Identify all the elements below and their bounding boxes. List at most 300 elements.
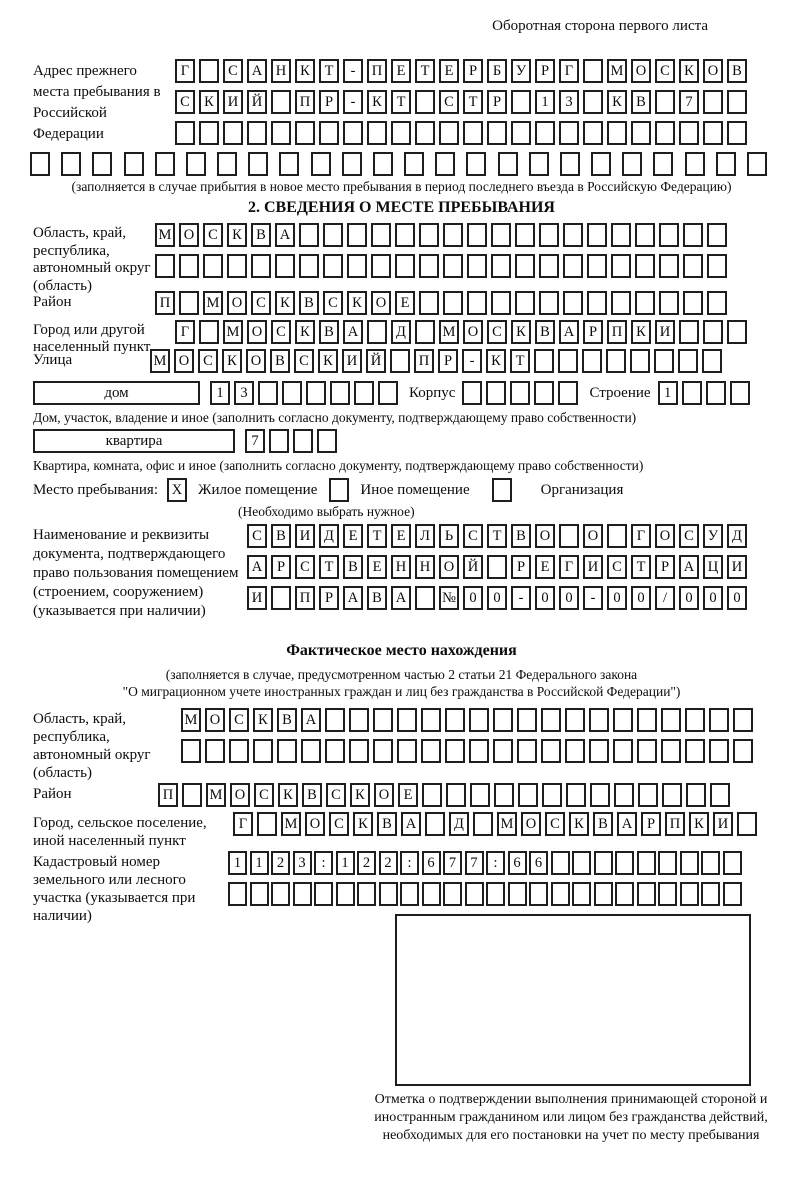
char-box[interactable] [529, 152, 549, 176]
char-box[interactable] [257, 812, 277, 836]
char-box[interactable] [654, 349, 674, 373]
char-box[interactable] [379, 882, 398, 906]
char-box[interactable]: Т [319, 59, 339, 83]
char-box[interactable] [551, 851, 570, 875]
char-box[interactable]: П [665, 812, 685, 836]
char-box[interactable]: В [270, 349, 290, 373]
char-box[interactable] [155, 254, 175, 278]
char-box[interactable] [491, 291, 511, 315]
char-box[interactable] [443, 254, 463, 278]
char-box[interactable] [390, 349, 410, 373]
char-box[interactable] [323, 223, 343, 247]
char-box[interactable] [251, 254, 271, 278]
char-box[interactable] [373, 708, 393, 732]
char-box[interactable]: К [295, 320, 315, 344]
char-box[interactable] [493, 708, 513, 732]
char-box[interactable] [563, 254, 583, 278]
char-box[interactable] [422, 783, 442, 807]
char-box[interactable]: 6 [422, 851, 441, 875]
char-box[interactable] [558, 381, 578, 405]
char-box[interactable]: О [305, 812, 325, 836]
char-box[interactable] [367, 320, 387, 344]
char-box[interactable]: Е [367, 555, 387, 579]
char-box[interactable]: П [155, 291, 175, 315]
char-box[interactable] [658, 851, 677, 875]
char-box[interactable]: 7 [245, 429, 265, 453]
char-box[interactable] [336, 882, 355, 906]
char-box[interactable]: О [174, 349, 194, 373]
char-box[interactable] [325, 708, 345, 732]
char-box[interactable] [203, 254, 223, 278]
char-box[interactable]: К [199, 90, 219, 114]
char-box[interactable] [293, 429, 313, 453]
char-box[interactable] [487, 121, 507, 145]
char-box[interactable]: П [158, 783, 178, 807]
char-box[interactable]: Л [415, 524, 435, 548]
char-box[interactable]: 2 [357, 851, 376, 875]
char-box[interactable] [587, 291, 607, 315]
char-box[interactable]: Р [535, 59, 555, 83]
char-box[interactable] [539, 254, 559, 278]
char-box[interactable] [709, 739, 729, 763]
char-box[interactable] [658, 882, 677, 906]
char-box[interactable] [186, 152, 206, 176]
char-box[interactable] [559, 121, 579, 145]
char-box[interactable]: О [246, 349, 266, 373]
char-box[interactable]: - [343, 90, 363, 114]
char-box[interactable]: К [367, 90, 387, 114]
char-box[interactable] [397, 739, 417, 763]
char-box[interactable]: О [230, 783, 250, 807]
char-box[interactable] [354, 381, 374, 405]
char-box[interactable]: 3 [293, 851, 312, 875]
char-box[interactable]: К [227, 223, 247, 247]
char-box[interactable]: С [271, 320, 291, 344]
char-box[interactable] [217, 152, 237, 176]
char-box[interactable] [683, 254, 703, 278]
char-box[interactable] [415, 320, 435, 344]
char-box[interactable]: О [631, 59, 651, 83]
char-box[interactable]: Д [391, 320, 411, 344]
char-box[interactable]: Й [247, 90, 267, 114]
char-box[interactable] [587, 254, 607, 278]
char-box[interactable] [205, 739, 225, 763]
char-box[interactable]: Р [641, 812, 661, 836]
char-box[interactable] [716, 152, 736, 176]
char-box[interactable]: 0 [487, 586, 507, 610]
char-box[interactable]: С [463, 524, 483, 548]
char-box[interactable] [508, 882, 527, 906]
char-box[interactable] [491, 254, 511, 278]
char-box[interactable]: М [607, 59, 627, 83]
char-box[interactable] [439, 121, 459, 145]
char-box[interactable] [707, 254, 727, 278]
char-box[interactable] [534, 349, 554, 373]
char-box[interactable] [611, 291, 631, 315]
char-box[interactable] [467, 291, 487, 315]
char-box[interactable] [594, 882, 613, 906]
char-box[interactable]: И [223, 90, 243, 114]
char-box[interactable] [349, 708, 369, 732]
char-box[interactable] [299, 254, 319, 278]
char-box[interactable] [637, 708, 657, 732]
char-box[interactable]: А [401, 812, 421, 836]
char-box[interactable]: И [247, 586, 267, 610]
char-box[interactable] [319, 121, 339, 145]
checkbox-organization[interactable] [492, 478, 512, 502]
char-box[interactable]: Е [398, 783, 418, 807]
char-box[interactable] [486, 882, 505, 906]
char-box[interactable] [415, 586, 435, 610]
char-box[interactable] [615, 851, 634, 875]
char-box[interactable] [443, 882, 462, 906]
char-box[interactable]: Ь [439, 524, 459, 548]
char-box[interactable]: - [343, 59, 363, 83]
char-box[interactable]: Н [391, 555, 411, 579]
char-box[interactable] [710, 783, 730, 807]
char-box[interactable] [330, 381, 350, 405]
char-box[interactable]: С [203, 223, 223, 247]
char-box[interactable] [463, 121, 483, 145]
char-box[interactable] [271, 121, 291, 145]
char-box[interactable]: М [155, 223, 175, 247]
char-box[interactable]: М [206, 783, 226, 807]
char-box[interactable]: С [607, 555, 627, 579]
char-box[interactable]: С [175, 90, 195, 114]
char-box[interactable]: К [278, 783, 298, 807]
char-box[interactable] [404, 152, 424, 176]
char-box[interactable] [462, 381, 482, 405]
char-box[interactable]: М [150, 349, 170, 373]
char-box[interactable]: 0 [607, 586, 627, 610]
char-box[interactable]: : [400, 851, 419, 875]
char-box[interactable] [124, 152, 144, 176]
char-box[interactable]: С [247, 524, 267, 548]
char-box[interactable] [630, 349, 650, 373]
char-box[interactable]: О [179, 223, 199, 247]
char-box[interactable] [311, 152, 331, 176]
char-box[interactable]: О [535, 524, 555, 548]
char-box[interactable] [277, 739, 297, 763]
char-box[interactable] [622, 152, 642, 176]
char-box[interactable]: И [583, 555, 603, 579]
char-box[interactable] [419, 291, 439, 315]
char-box[interactable]: О [227, 291, 247, 315]
char-box[interactable] [248, 152, 268, 176]
char-box[interactable]: П [367, 59, 387, 83]
char-box[interactable] [685, 739, 705, 763]
char-box[interactable]: 0 [631, 586, 651, 610]
char-box[interactable]: С [487, 320, 507, 344]
char-box[interactable] [395, 223, 415, 247]
char-box[interactable]: Е [439, 59, 459, 83]
char-box[interactable] [357, 882, 376, 906]
char-box[interactable] [590, 783, 610, 807]
char-box[interactable]: Н [415, 555, 435, 579]
char-box[interactable] [582, 349, 602, 373]
char-box[interactable] [415, 90, 435, 114]
char-box[interactable]: О [463, 320, 483, 344]
char-box[interactable] [747, 152, 767, 176]
char-box[interactable]: К [353, 812, 373, 836]
char-box[interactable] [229, 739, 249, 763]
char-box[interactable] [323, 254, 343, 278]
char-box[interactable] [422, 882, 441, 906]
char-box[interactable]: П [295, 586, 315, 610]
char-box[interactable]: К [689, 812, 709, 836]
char-box[interactable] [373, 152, 393, 176]
char-box[interactable] [583, 90, 603, 114]
char-box[interactable]: С [294, 349, 314, 373]
char-box[interactable] [415, 121, 435, 145]
char-box[interactable] [179, 254, 199, 278]
char-box[interactable] [703, 320, 723, 344]
char-box[interactable]: В [302, 783, 322, 807]
char-box[interactable] [378, 381, 398, 405]
char-box[interactable]: К [679, 59, 699, 83]
char-box[interactable] [199, 320, 219, 344]
char-box[interactable] [707, 223, 727, 247]
char-box[interactable]: С [198, 349, 218, 373]
char-box[interactable] [566, 783, 586, 807]
char-box[interactable] [594, 851, 613, 875]
char-box[interactable] [701, 851, 720, 875]
char-box[interactable]: В [535, 320, 555, 344]
char-box[interactable]: И [655, 320, 675, 344]
char-box[interactable] [61, 152, 81, 176]
char-box[interactable]: Б [487, 59, 507, 83]
char-box[interactable] [421, 708, 441, 732]
char-box[interactable]: М [203, 291, 223, 315]
char-box[interactable] [727, 90, 747, 114]
char-box[interactable] [635, 223, 655, 247]
char-box[interactable]: А [301, 708, 321, 732]
char-box[interactable]: Г [559, 59, 579, 83]
char-box[interactable]: К [253, 708, 273, 732]
char-box[interactable]: С [223, 59, 243, 83]
char-box[interactable]: Н [271, 59, 291, 83]
char-box[interactable] [314, 882, 333, 906]
char-box[interactable] [425, 812, 445, 836]
char-box[interactable]: В [319, 320, 339, 344]
char-box[interactable] [473, 812, 493, 836]
char-box[interactable] [347, 254, 367, 278]
char-box[interactable]: 2 [379, 851, 398, 875]
char-box[interactable] [515, 254, 535, 278]
char-box[interactable] [446, 783, 466, 807]
char-box[interactable] [275, 254, 295, 278]
char-box[interactable]: - [583, 586, 603, 610]
char-box[interactable] [541, 708, 561, 732]
char-box[interactable] [258, 381, 278, 405]
char-box[interactable]: / [655, 586, 675, 610]
char-box[interactable]: И [342, 349, 362, 373]
char-box[interactable] [635, 254, 655, 278]
char-box[interactable] [199, 121, 219, 145]
char-box[interactable]: - [511, 586, 531, 610]
char-box[interactable]: Т [391, 90, 411, 114]
char-box[interactable]: О [439, 555, 459, 579]
char-box[interactable]: Г [233, 812, 253, 836]
char-box[interactable]: Р [319, 586, 339, 610]
char-box[interactable] [470, 783, 490, 807]
char-box[interactable]: С [326, 783, 346, 807]
char-box[interactable] [572, 882, 591, 906]
char-box[interactable]: П [295, 90, 315, 114]
char-box[interactable] [279, 152, 299, 176]
char-box[interactable]: К [318, 349, 338, 373]
char-box[interactable] [443, 223, 463, 247]
char-box[interactable]: С [295, 555, 315, 579]
char-box[interactable]: С [329, 812, 349, 836]
char-box[interactable] [487, 555, 507, 579]
char-box[interactable] [565, 708, 585, 732]
char-box[interactable]: Р [655, 555, 675, 579]
checkbox-residential[interactable]: X [167, 478, 187, 502]
char-box[interactable]: 0 [535, 586, 555, 610]
char-box[interactable]: В [367, 586, 387, 610]
char-box[interactable]: Р [463, 59, 483, 83]
char-box[interactable] [685, 152, 705, 176]
char-box[interactable] [661, 708, 681, 732]
char-box[interactable]: О [205, 708, 225, 732]
char-box[interactable] [655, 121, 675, 145]
char-box[interactable]: : [486, 851, 505, 875]
char-box[interactable] [92, 152, 112, 176]
char-box[interactable] [466, 152, 486, 176]
char-box[interactable] [271, 90, 291, 114]
char-box[interactable] [373, 739, 393, 763]
char-box[interactable] [637, 882, 656, 906]
char-box[interactable]: Г [631, 524, 651, 548]
char-box[interactable]: И [727, 555, 747, 579]
char-box[interactable]: Д [319, 524, 339, 548]
char-box[interactable] [443, 291, 463, 315]
char-box[interactable] [223, 121, 243, 145]
char-box[interactable] [631, 121, 651, 145]
char-box[interactable] [589, 708, 609, 732]
char-box[interactable] [572, 851, 591, 875]
char-box[interactable]: О [371, 291, 391, 315]
char-box[interactable]: 6 [529, 851, 548, 875]
char-box[interactable]: К [347, 291, 367, 315]
char-box[interactable] [607, 524, 627, 548]
char-box[interactable] [269, 429, 289, 453]
char-box[interactable] [683, 291, 703, 315]
char-box[interactable]: В [343, 555, 363, 579]
char-box[interactable]: 1 [658, 381, 678, 405]
char-box[interactable] [534, 381, 554, 405]
char-box[interactable] [587, 223, 607, 247]
char-box[interactable]: М [281, 812, 301, 836]
char-box[interactable] [395, 254, 415, 278]
char-box[interactable] [611, 254, 631, 278]
char-box[interactable] [227, 254, 247, 278]
char-box[interactable]: Е [395, 291, 415, 315]
char-box[interactable]: У [511, 59, 531, 83]
char-box[interactable] [467, 223, 487, 247]
char-box[interactable] [498, 152, 518, 176]
char-box[interactable]: О [655, 524, 675, 548]
char-box[interactable]: У [703, 524, 723, 548]
char-box[interactable] [179, 291, 199, 315]
char-box[interactable]: К [275, 291, 295, 315]
char-box[interactable] [371, 223, 391, 247]
char-box[interactable] [680, 851, 699, 875]
char-box[interactable]: С [655, 59, 675, 83]
char-box[interactable] [613, 708, 633, 732]
char-box[interactable]: С [251, 291, 271, 315]
char-box[interactable] [583, 59, 603, 83]
char-box[interactable]: В [271, 524, 291, 548]
char-box[interactable] [613, 739, 633, 763]
char-box[interactable] [510, 381, 530, 405]
char-box[interactable]: 1 [250, 851, 269, 875]
char-box[interactable]: 1 [535, 90, 555, 114]
char-box[interactable]: 0 [679, 586, 699, 610]
char-box[interactable] [494, 783, 514, 807]
char-box[interactable] [727, 121, 747, 145]
char-box[interactable] [435, 152, 455, 176]
char-box[interactable]: М [181, 708, 201, 732]
char-box[interactable] [515, 291, 535, 315]
char-box[interactable] [542, 783, 562, 807]
char-box[interactable] [541, 739, 561, 763]
char-box[interactable] [653, 152, 673, 176]
char-box[interactable]: В [511, 524, 531, 548]
char-box[interactable]: В [727, 59, 747, 83]
char-box[interactable] [306, 381, 326, 405]
char-box[interactable] [659, 254, 679, 278]
char-box[interactable] [467, 254, 487, 278]
char-box[interactable] [493, 739, 513, 763]
char-box[interactable]: О [521, 812, 541, 836]
char-box[interactable] [182, 783, 202, 807]
char-box[interactable] [591, 152, 611, 176]
char-box[interactable]: 0 [703, 586, 723, 610]
char-box[interactable] [445, 739, 465, 763]
char-box[interactable] [539, 291, 559, 315]
char-box[interactable] [563, 291, 583, 315]
char-box[interactable] [678, 349, 698, 373]
char-box[interactable]: Й [366, 349, 386, 373]
char-box[interactable] [325, 739, 345, 763]
char-box[interactable] [615, 882, 634, 906]
char-box[interactable] [563, 223, 583, 247]
char-box[interactable] [342, 152, 362, 176]
char-box[interactable] [469, 708, 489, 732]
confirmation-stamp-area[interactable] [395, 914, 751, 1086]
char-box[interactable] [560, 152, 580, 176]
char-box[interactable]: Г [175, 320, 195, 344]
char-box[interactable]: О [703, 59, 723, 83]
char-box[interactable] [679, 121, 699, 145]
char-box[interactable] [703, 90, 723, 114]
char-box[interactable]: Т [510, 349, 530, 373]
char-box[interactable] [486, 381, 506, 405]
char-box[interactable]: Т [367, 524, 387, 548]
char-box[interactable]: В [299, 291, 319, 315]
char-box[interactable] [565, 739, 585, 763]
char-box[interactable]: Р [487, 90, 507, 114]
char-box[interactable] [511, 90, 531, 114]
char-box[interactable]: М [497, 812, 517, 836]
char-box[interactable] [558, 349, 578, 373]
char-box[interactable]: В [377, 812, 397, 836]
char-box[interactable]: Д [727, 524, 747, 548]
char-box[interactable]: К [607, 90, 627, 114]
char-box[interactable] [637, 739, 657, 763]
